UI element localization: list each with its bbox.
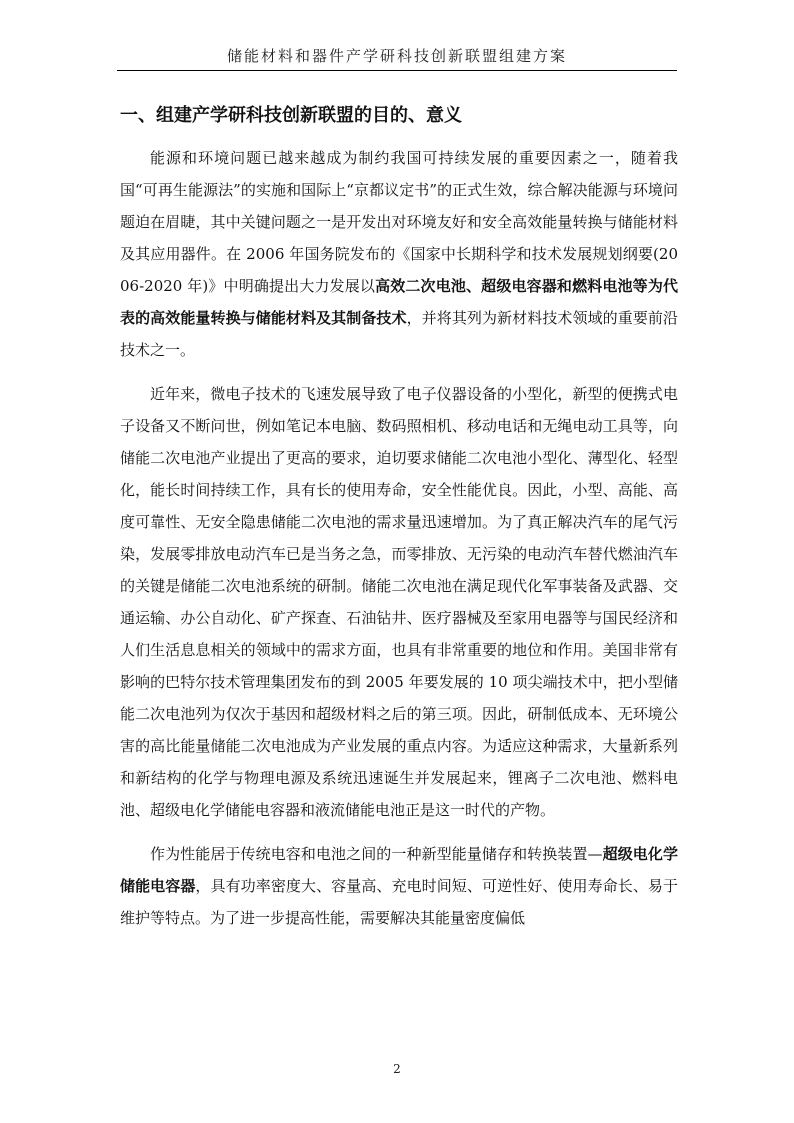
running-header: 储能材料和器件产学研科技创新联盟组建方案 xyxy=(226,47,567,65)
paragraph-1-text-end: ，并将其列为新材料技术领域的重要前沿技术之一。 xyxy=(120,309,678,359)
page-body xyxy=(120,100,678,946)
header-rule xyxy=(117,70,677,71)
paragraph-2 xyxy=(120,378,678,826)
paragraph-1 xyxy=(120,142,678,366)
page-number: 2 xyxy=(393,1062,401,1076)
paragraph-1-text: 能源和环境问题已越来越成为制约我国可持续发展的重要因素之一，随着我国“可再生能源法”的实施和国际上“京都议定书”的正式生效，综合解决能源与环境问题迫在眉睫，其中关键问题之一是开发出对环境友好和安全高效能量转换与储能材料及其应用器件。在 2006 年国务院发布的《国家中长期科学和技术发展规划纲要(2006-2020 年)》中明确提出大力发展以 xyxy=(120,149,678,295)
paragraph-3-bold-text: 超级电化学储能电容器 xyxy=(120,845,678,895)
paragraph-3-text-end: ，具有功率密度大、容量高、充电时间短、可逆性好、使用寿命长、易于维护等特点。为了进一步提高性能，需要解决其能量密度偏低 xyxy=(120,877,678,927)
paragraph-1-bold-text: 高效二次电池、超级电容器和燃料电池等为代表的高效能量转换与储能材料及其制备技术 xyxy=(120,277,678,327)
section-heading: 一、组建产学研科技创新联盟的目的、意义 xyxy=(120,105,462,126)
paragraph-2-text: 近年来，微电子技术的飞速发展导致了电子仪器设备的小型化，新型的便携式电子设备又不断问世，例如笔记本电脑、数码照相机、移动电话和无绳电动工具等，向储能二次电池产业提出了更高的要求，迫切要求储能二次电池小型化、薄型化、轻型化，能长时间持续工作，具有长的使用寿命，安全性能优良。因此，小型、高能、高度可靠性、无安全隐患储能二次电池的需求量迅速增加。为了真正解决汽车的尾气污染，发展零排放电动汽车已是当务之急，而零排放、无污染的电动汽车替代燃油汽车的关键是储能二次电池系统的研制。储能二次电池在满足现代化军事装备及武器、交通运输、办公自动化、矿产探查、石油钻井、医疗器械及至家用电器等与国民经济和人们生活息息相关的领域中的需求方面，也具有非常重要的地位和作用。美国非常有影响的巴特尔技术管理集团发布的到 2005 年要发展的 10 项尖端技术中，把小型储能二次电池列为仅次于基因和超级材料之后的第三项。因此，研制低成本、无环境公害的高比能量储能二次电池成为产业发展的重点内容。为适应这种需求，大量新系列和新结构的化学与物理电源及系统迅速诞生并发展起来，锂离子二次电池、燃料电池、超级电化学储能电容器和液流储能电池正是这一时代的产物。 xyxy=(120,385,678,819)
paragraph-3-text: 作为性能居于传统电容和电池之间的一种新型能量储存和转换装置— xyxy=(150,845,603,863)
paragraph-3 xyxy=(120,838,678,934)
